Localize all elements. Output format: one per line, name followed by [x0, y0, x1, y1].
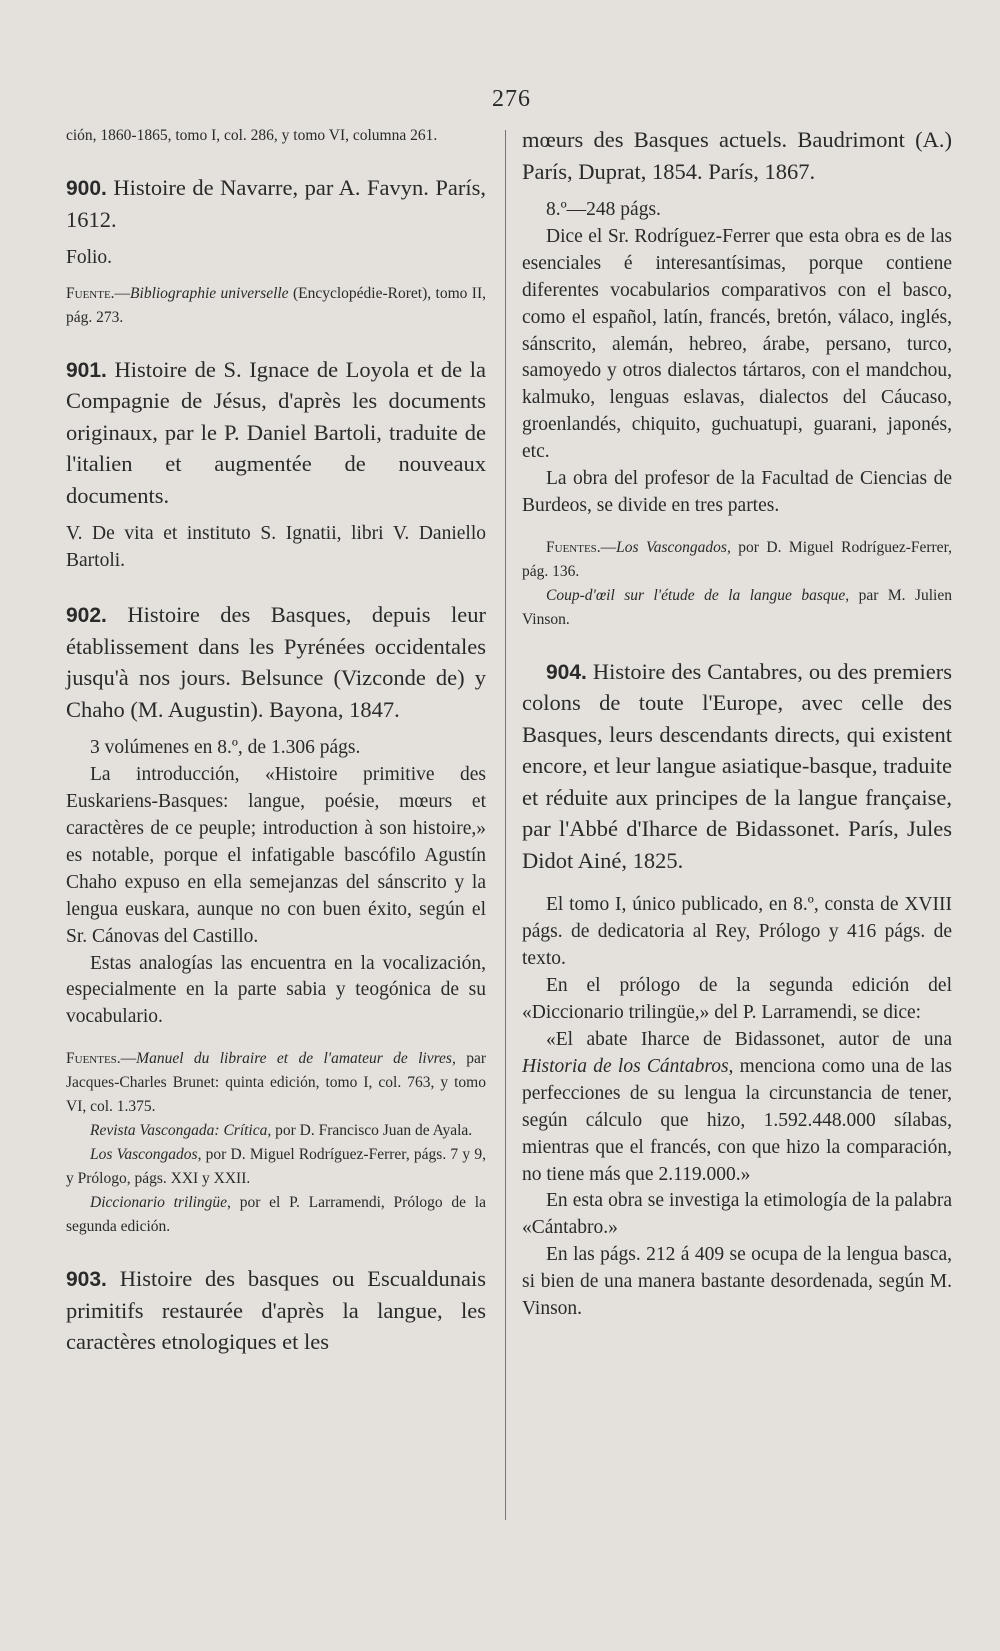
- entry-paragraph: La introducción, «Histoire primitive des Euskariens-Basques: langue, poésie, mœurs et caractères de ce peuple; introduction à son histoire,» es notable, porque el infatigable bascófilo Agustín Chaho expuso en ella semejanzas del sánscrito y la lengua euskara, aunque no con buen éxito, según el Sr. Cánovas del Castillo.: [66, 764, 486, 947]
- entry-904: [522, 656, 952, 1323]
- right-column: [522, 124, 952, 1323]
- entry-903: [66, 1263, 486, 1358]
- page-number: 276: [492, 86, 531, 112]
- entry-title: Histoire des Basques, depuis leur établissement dans les Pyrénées occidentales jusqu'à nos jours. Belsunce (Vizconde de) y Chaho (M. Augustin). Bayona, 1847.: [66, 602, 487, 722]
- entry-paragraph: En el prólogo de la segunda edición del «Diccionario trilingüe,» del P. Larramendi, se dice:: [522, 975, 952, 1024]
- entry-paragraph: Dice el Sr. Rodríguez-Ferrer que esta obra es de las esenciales é interesantísimas, porque contiene diferentes vocabularios comparativos con el basco, como el español, latín, francés, bretón, válaco, inglés, sánscrito, alemán, hebreo, árabe, persano, turco, samoyedo y otros dialectos tártaros, con el mandchou, kalmuko, lenguas eslavas, dialectos del Cáucaso, groenlandés, chiquito, guchuatupi, guarani, japonés, etc.: [522, 225, 952, 463]
- column-divider: [505, 130, 506, 1520]
- entry-number: 904.: [546, 660, 587, 684]
- entry-900: [66, 172, 486, 330]
- entry-paragraph: Estas analogías las encuentra en la vocalización, especialmente en la parte sabia y teogónica de su vocabulario.: [66, 952, 486, 1028]
- entry-902: [66, 599, 486, 1239]
- entry-number: 900.: [66, 177, 107, 201]
- entry-title: Histoire des Cantabres, ou des premiers colons de toute l'Europe, avec celle des Basques, leurs descendants directs, qui existent encore, et leur langue asiatique-basque, traduite et réduite aux principes de la langue française, par l'Abbé d'Iharce de Bidassonet. París, Jules Didot Ainé, 1825.: [522, 658, 952, 873]
- entry-source: Fuentes.—Manuel du libraire et de l'amateur de livres, par Jacques-Charles Brunet: quinta edición, tomo I, col. 763, y tomo VI, col. 1.375.: [66, 1050, 486, 1116]
- entry-source: Diccionario trilingüe, por el P. Larramendi, Prólogo de la segunda edición.: [66, 1194, 486, 1236]
- entry-paragraph: La obra del profesor de la Facultad de Ciencias de Burdeos, se divide en tres partes.: [522, 468, 952, 516]
- entry-quote: «El abate Iharce de Bidassonet, autor de una Historia de los Cántabros, menciona como una de las perfecciones de su lengua la circunstancia de tener, según cálculo que hizo, 1.592.448.000 sílabas, mientras que el francés, con que hizo la comparación, no tiene más que 2.119.000.»: [522, 1028, 952, 1185]
- entry-source: Los Vascongados, por D. Miguel Rodríguez-Ferrer, págs. 7 y 9, y Prólogo, págs. XXI y XXII.: [66, 1146, 486, 1188]
- entry-title-continued: mœurs des Basques actuels. Baudrimont (A.) París, Duprat, 1854. París, 1867.: [522, 127, 952, 184]
- entry-number: 902.: [66, 604, 107, 628]
- entry-title: Histoire des basques ou Escualdunais primitifs restaurée d'après la langue, les caractères etnologiques et les: [66, 1266, 487, 1355]
- entry-paragraph: En esta obra se investiga la etimología de la palabra «Cántabro.»: [522, 1190, 952, 1239]
- entry-901: [66, 354, 486, 575]
- entry-paragraph: El tomo I, único publicado, en 8.º, consta de XVIII págs. de dedicatoria al Rey, Prólogo y 416 págs. de texto.: [522, 894, 952, 970]
- entry-source: Coup-d'œil sur l'étude de la langue basque, par M. Julien Vinson.: [522, 586, 952, 628]
- entry-description: 8.º—248 págs.: [546, 199, 661, 220]
- continuation-text: ción, 1860-1865, tomo I, col. 286, y tomo VI, columna 261.: [66, 127, 438, 144]
- left-column: [66, 124, 486, 1358]
- entry-title: Histoire de Navarre, par A. Favyn. París, 1612.: [66, 175, 487, 232]
- entry-description: 3 volúmenes en 8.º, de 1.306 págs.: [90, 737, 361, 759]
- entry-number: 901.: [66, 358, 107, 382]
- entry-903-continued: [522, 124, 952, 632]
- entry-number: 903.: [66, 1268, 107, 1292]
- entry-format: Folio.: [66, 247, 113, 269]
- entry-source: Fuentes.—Los Vascongados, por D. Miguel Rodríguez-Ferrer, pág. 136.: [522, 538, 952, 580]
- entry-source: Fuente.—Bibliographie universelle (Encyclopédie-Roret), tomo II, pág. 273.: [66, 284, 486, 326]
- entry-note: V. De vita et instituto S. Ignatii, libri V. Daniello Bartoli.: [66, 523, 486, 572]
- entry-title: Histoire de S. Ignace de Loyola et de la Compagnie de Jésus, d'après les documents originaux, par le P. Daniel Bartoli, traduite de l'italien et augmentée de nouveaux documents.: [66, 356, 486, 508]
- entry-paragraph: En las págs. 212 á 409 se ocupa de la lengua basca, si bien de una manera bastante desordenada, según M. Vinson.: [522, 1244, 952, 1320]
- entry-source: Revista Vascongada: Crítica, por D. Francisco Juan de Ayala.: [90, 1122, 473, 1140]
